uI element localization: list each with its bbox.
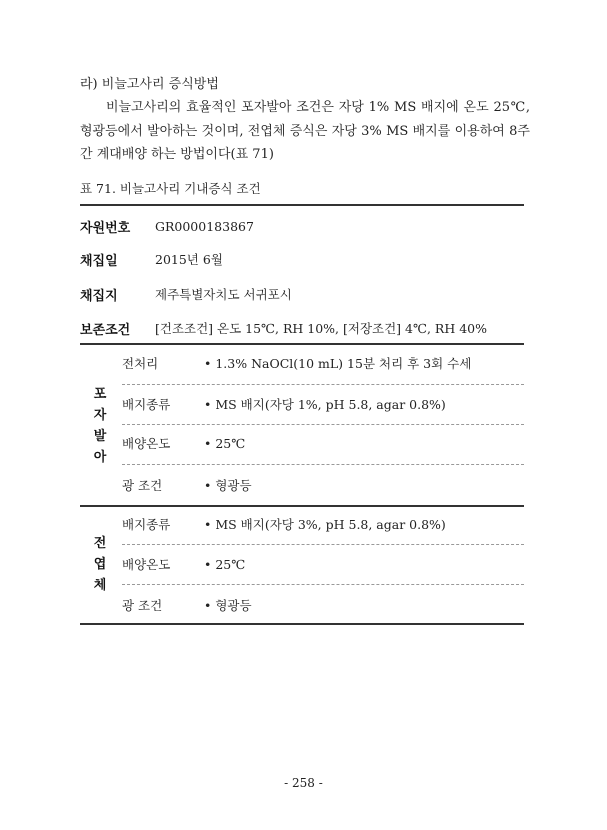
condition-name: 배양온도 [122,557,171,572]
body-paragraph: 비늘고사리의 효율적인 포자발아 조건은 자당 1% MS 배지에 온도 25℃, 형광등에서 발아하는 것이며, 전엽체 증식은 자당 3% MS 배지를 이용하여 8주간 계대배양 하는 방법이다(표 71) [80,100,530,162]
row-divider [122,544,524,545]
table-caption: 표 71. 비늘고사리 기내증식 조건 [80,181,261,196]
info-value: 제주특별자치도 서귀포시 [155,287,292,302]
row-divider [122,384,524,385]
condition-name: 전처리 [122,356,159,371]
info-label: 채집일 [80,253,118,269]
info-row-storage-condition [80,318,487,338]
info-label: 자원번호 [80,220,131,236]
condition-row [122,554,245,574]
table-top-rule [80,204,524,206]
condition-value: • 형광등 [204,478,252,493]
condition-name: 광 조건 [122,598,163,613]
row-divider [122,464,524,465]
condition-name: 배양온도 [122,436,171,451]
info-row-resource-id [80,216,254,236]
group-label-spore-germination: 포 자 발 아 [93,387,107,465]
condition-name: 배지종류 [122,517,171,532]
info-value: 2015년 6월 [155,252,223,267]
condition-name: 광 조건 [122,478,163,493]
condition-value: • 25℃ [204,556,246,572]
section-heading: 라) 비늘고사리 증식방법 [80,77,219,92]
info-row-collection-site [80,284,292,304]
condition-row [122,433,245,453]
section-rule [80,505,524,507]
condition-row [122,394,446,414]
condition-name: 배지종류 [122,397,171,412]
row-divider [122,424,524,425]
table-bottom-rule [80,623,524,625]
condition-value: • 형광등 [204,598,252,613]
condition-row [122,353,471,373]
group-label-prothallus: 전 엽 체 [93,536,107,593]
info-label: 보존조건 [80,322,131,338]
info-value: GR0000183867 [155,218,254,234]
info-label: 채집지 [80,288,118,304]
condition-value: • 25℃ [204,435,246,451]
condition-value: • MS 배지(자당 3%, pH 5.8, agar 0.8%) [204,517,446,532]
condition-row [122,514,446,534]
info-row-collection-date [80,249,223,269]
condition-row [122,595,252,615]
section-rule [80,343,524,345]
condition-value: • 1.3% NaOCl(10 mL) 15분 처리 후 3회 수세 [204,356,472,371]
condition-value: • MS 배지(자당 1%, pH 5.8, agar 0.8%) [204,397,446,412]
info-value: [건조조건] 온도 15℃, RH 10%, [저장조건] 4℃, RH 40% [155,321,487,336]
page-number: - 258 - [284,776,323,790]
row-divider [122,584,524,585]
condition-row [122,475,252,495]
